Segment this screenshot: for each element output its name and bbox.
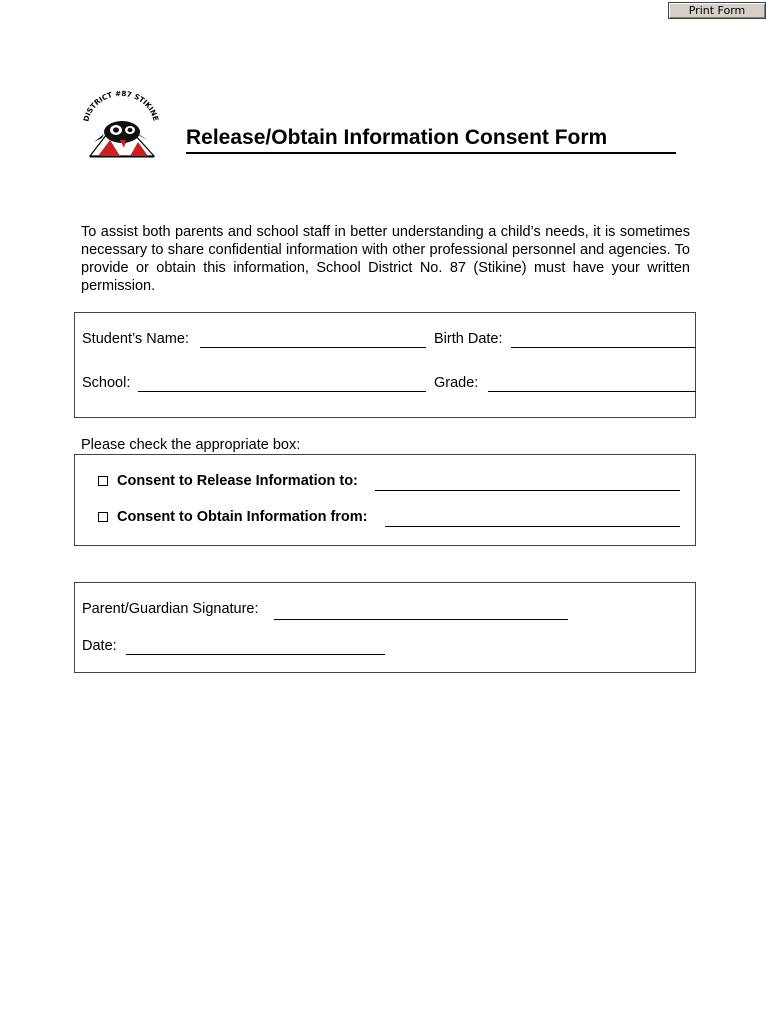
district-logo (80, 90, 162, 160)
signature-label: Parent/Guardian Signature: (82, 601, 259, 617)
date-field[interactable] (126, 654, 385, 655)
signature-field[interactable] (274, 619, 568, 620)
print-form-button[interactable]: Print Form (668, 2, 766, 19)
grade-field[interactable] (488, 391, 696, 392)
student-info-section (74, 312, 696, 418)
school-field[interactable] (138, 391, 426, 392)
release-to-field[interactable] (375, 490, 680, 491)
school-label: School: (82, 375, 131, 391)
release-label: Consent to Release Information to: (117, 473, 358, 489)
student-name-field[interactable] (200, 347, 426, 348)
check-prompt: Please check the appropriate box: (81, 437, 301, 453)
signature-section (74, 582, 696, 673)
student-name-label: Student’s Name: (82, 331, 189, 347)
logo-text: DISTRICT #87 STIKINE (81, 90, 161, 123)
release-checkbox[interactable] (98, 476, 108, 486)
birth-date-label: Birth Date: (434, 331, 503, 347)
grade-label: Grade: (434, 375, 479, 391)
page-title: Release/Obtain Information Consent Form (186, 126, 676, 154)
svg-text:DISTRICT #87 STIKINE (81, 90, 160, 123)
birth-date-field[interactable] (511, 347, 696, 348)
obtain-label: Consent to Obtain Information from: (117, 509, 368, 525)
date-label: Date: (82, 638, 117, 654)
obtain-checkbox[interactable] (98, 512, 108, 522)
obtain-from-field[interactable] (385, 526, 680, 527)
consent-section (74, 454, 696, 546)
intro-paragraph: To assist both parents and school staff in better understanding a child’s needs, it is sometimes necessary to share confidential information with other professional personnel and agencies. To provide or obtain this information, School District No. 87 (Stikine) must have your written permission. (81, 224, 690, 294)
